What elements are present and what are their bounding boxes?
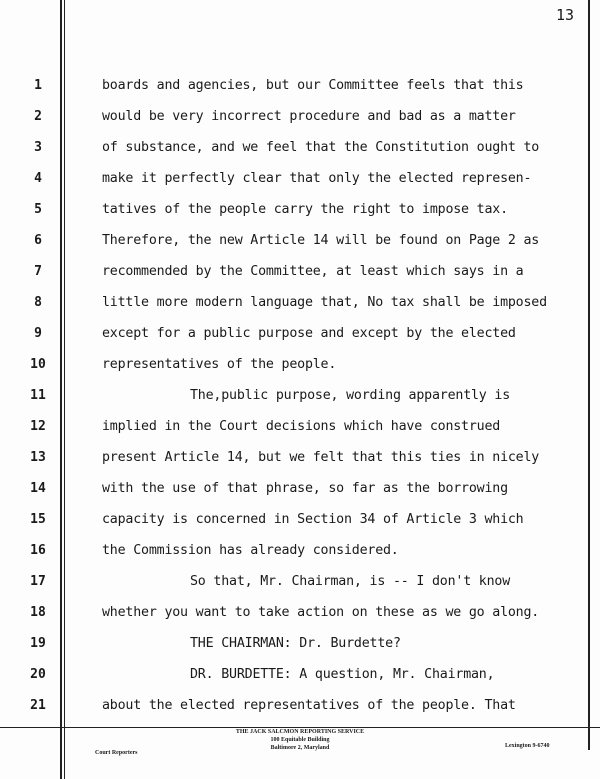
line-number: 15 [30, 512, 46, 527]
transcript-line: of substance, and we feel that the Constitution ought to [102, 140, 540, 155]
transcript-line: recommended by the Committee, at least which says in a [102, 264, 524, 279]
line-number: 8 [34, 295, 42, 310]
transcript-line: tatives of the people carry the right to impose tax. [102, 202, 508, 217]
line-number: 2 [34, 109, 42, 124]
transcript-line: would be very incorrect procedure and bad as a matter [102, 109, 516, 124]
line-number: 1 [34, 78, 42, 93]
transcript-line: DR. BURDETTE: A question, Mr. Chairman, [190, 667, 495, 682]
transcript-line: about the elected representatives of the people. That [102, 698, 516, 713]
line-number: 17 [30, 574, 46, 589]
right-margin-rule [588, 0, 590, 750]
footer-rule [0, 727, 600, 728]
transcript-line: boards and agencies, but our Committee feels that this [102, 78, 524, 93]
transcript-line: capacity is concerned in Section 34 of Article 3 which [102, 512, 524, 527]
left-margin-rule [60, 0, 62, 779]
transcript-line: with the use of that phrase, so far as the borrowing [102, 481, 508, 496]
footer-left: Court Reporters [95, 750, 138, 756]
footer-center-2: 100 Equitable Building [270, 737, 330, 743]
left-margin-rule-inner [64, 0, 65, 779]
line-number: 21 [30, 698, 46, 713]
line-number: 7 [34, 264, 42, 279]
line-number: 5 [34, 202, 42, 217]
transcript-line: make it perfectly clear that only the elected represen- [102, 171, 532, 186]
footer-center-1: THE JACK SALCMON REPORTING SERVICE [235, 729, 365, 735]
transcript-line: the Commission has already considered. [102, 543, 399, 558]
line-number: 14 [30, 481, 46, 496]
line-number: 12 [30, 419, 46, 434]
footer-right: Lexington 9-6740 [505, 743, 550, 749]
line-number: 9 [34, 326, 42, 341]
transcript-line: present Article 14, but we felt that this ties in nicely [102, 450, 540, 465]
line-number: 18 [30, 605, 46, 620]
line-number: 10 [30, 357, 46, 372]
line-number: 13 [30, 450, 46, 465]
line-number: 16 [30, 543, 46, 558]
line-number: 11 [30, 388, 46, 403]
transcript-line: whether you want to take action on these as we go along. [102, 605, 540, 620]
transcript-line: implied in the Court decisions which have construed [102, 419, 501, 434]
line-number: 20 [30, 667, 46, 682]
line-number: 3 [34, 140, 42, 155]
transcript-line: So that, Mr. Chairman, is -- I don't know [190, 574, 511, 589]
transcript-line: except for a public purpose and except by the elected [102, 326, 516, 341]
line-number: 6 [34, 233, 42, 248]
transcript-line: THE CHAIRMAN: Dr. Burdette? [190, 636, 401, 651]
footer-center-3: Baltimore 2, Maryland [270, 745, 330, 751]
transcript-line: The,public purpose, wording apparently is [190, 388, 511, 403]
page-number: 13 [556, 6, 575, 24]
transcript-line: little more modern language that, No tax shall be imposed [102, 295, 547, 310]
line-number: 4 [34, 171, 42, 186]
transcript-line: Therefore, the new Article 14 will be found on Page 2 as [102, 233, 540, 248]
transcript-line: representatives of the people. [102, 357, 337, 372]
line-number: 19 [30, 636, 46, 651]
